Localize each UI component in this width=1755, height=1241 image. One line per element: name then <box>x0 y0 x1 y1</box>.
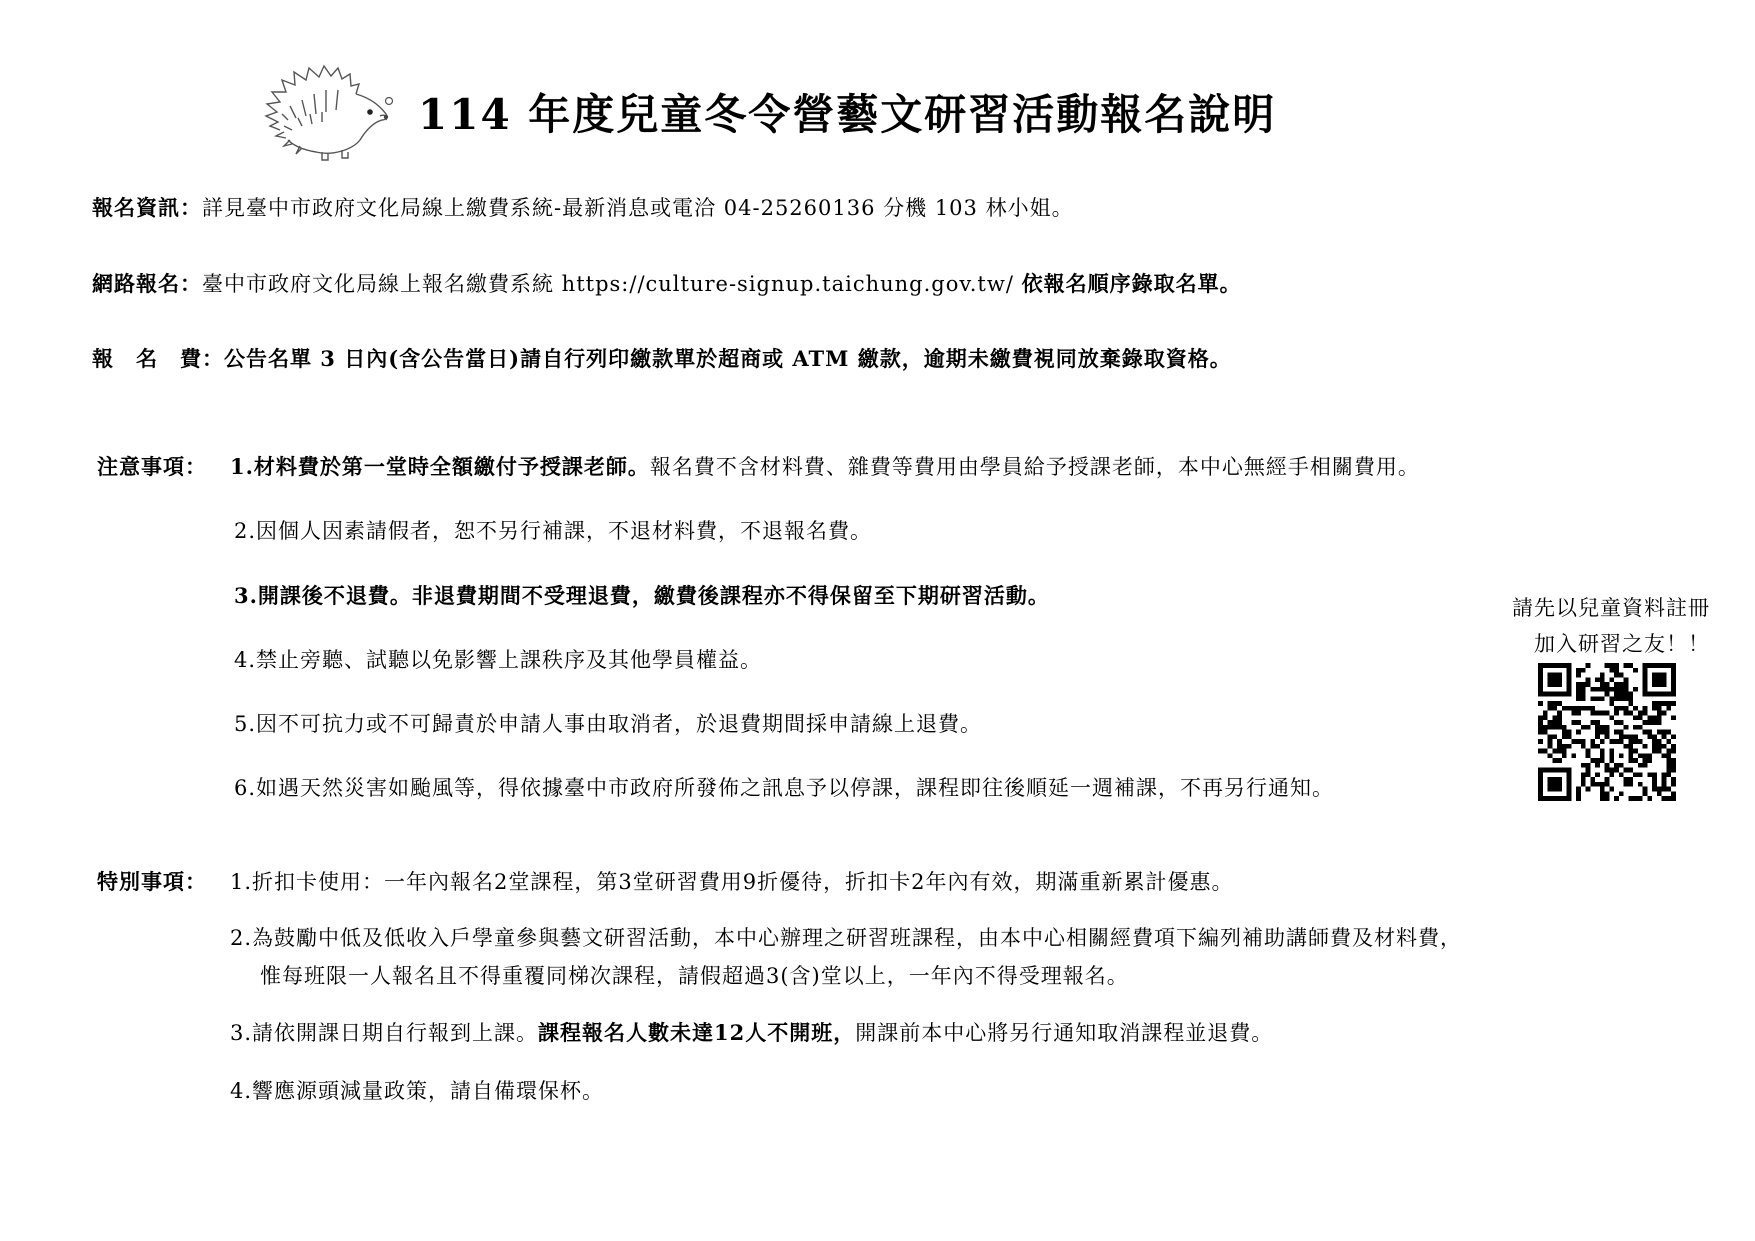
special-item-2-line1: 2.為鼓勵中低及低收入戶學童參與藝文研習活動，本中心辦理之研習班課程，由本中心相關經費項下編列補助講師費及材料費， <box>230 926 1463 950</box>
qr-caption-line2: 加入研習之友！！ <box>1534 632 1710 656</box>
info-line-registration-info <box>92 192 1074 222</box>
info-label: 報名資訊： <box>92 195 202 220</box>
qr-caption <box>1480 590 1710 662</box>
special-label: 特別事項： <box>97 869 207 894</box>
hedgehog-illustration <box>262 60 398 164</box>
info-line-registration-fee <box>92 343 1232 373</box>
note-item-2 <box>234 515 872 545</box>
note-text: 6.如遇天然災害如颱風等，得依據臺中市政府所發佈之訊息予以停課，課程即往後順延一週補課，不再另行通知。 <box>234 776 1335 800</box>
note-text: 報名費不含材料費、雜費等費用由學員給予授課老師，本中心無經手相關費用。 <box>649 455 1420 479</box>
special-item-3-bold: 課程報名人數未達12人不開班， <box>538 1020 856 1045</box>
note-text: 2.因個人因素請假者，恕不另行補課，不退材料費，不退報名費。 <box>234 519 873 543</box>
page-title: 114 年度兒童冬令營藝文研習活動報名說明 <box>418 90 1277 139</box>
info-label: 報 名 費： <box>92 346 224 371</box>
notes-label: 注意事項： <box>97 454 207 479</box>
qr-code-icon[interactable] <box>1538 663 1676 801</box>
info-line-online-registration <box>92 268 1242 298</box>
note-item-3 <box>234 580 1050 610</box>
note-bold: 3.開課後不退費。非退費期間不受理退費，繳費後課程亦不得保留至下期研習活動。 <box>234 583 1050 608</box>
special-item-3 <box>230 1017 1273 1047</box>
info-bold-text: 公告名單 3 日內(含公告當日)請自行列印繳款單於超商或 ATM 繳款，逾期未繳費視同放棄錄取資格。 <box>224 346 1232 371</box>
note-text: 5.因不可抗力或不可歸責於申請人事由取消者，於退費期間採申請線上退費。 <box>234 712 983 736</box>
info-text: 詳見臺中市政府文化局線上繳費系統-最新消息或電洽 04-25260136 分機 103 林小姐。 <box>202 196 1074 220</box>
special-item-3-post: 開課前本中心將另行通知取消課程並退費。 <box>855 1021 1274 1045</box>
special-item-4: 4.響應源頭減量政策，請自備環保杯。 <box>230 1079 605 1103</box>
note-bold: 1.材料費於第一堂時全額繳付予授課老師。 <box>230 454 650 479</box>
special-item-2-line2: 惟每班限一人報名且不得重覆同梯次課程，請假超過3(含)堂以上，一年內不得受理報名。 <box>260 964 1129 988</box>
note-item-6 <box>234 772 1334 802</box>
special-item-1: 1.折扣卡使用：一年內報名2堂課程，第3堂研習費用9折優待，折扣卡2年內有效，期滿重新累計優惠。 <box>230 870 1234 894</box>
info-label: 網路報名： <box>92 271 202 296</box>
special-item-3-pre: 3.請依開課日期自行報到上課。 <box>230 1021 539 1045</box>
info-text: 臺中市政府文化局線上報名繳費系統 https://culture-signup.taichung.gov.tw/ <box>202 272 1022 296</box>
note-item-1 <box>230 451 1420 481</box>
note-item-4 <box>234 644 762 674</box>
qr-caption-line1: 請先以兒童資料註冊 <box>1512 596 1710 620</box>
note-text: 4.禁止旁聽、試聽以免影響上課秩序及其他學員權益。 <box>234 648 763 672</box>
info-bold-text: 依報名順序錄取名單。 <box>1021 271 1242 296</box>
note-item-5 <box>234 708 982 738</box>
